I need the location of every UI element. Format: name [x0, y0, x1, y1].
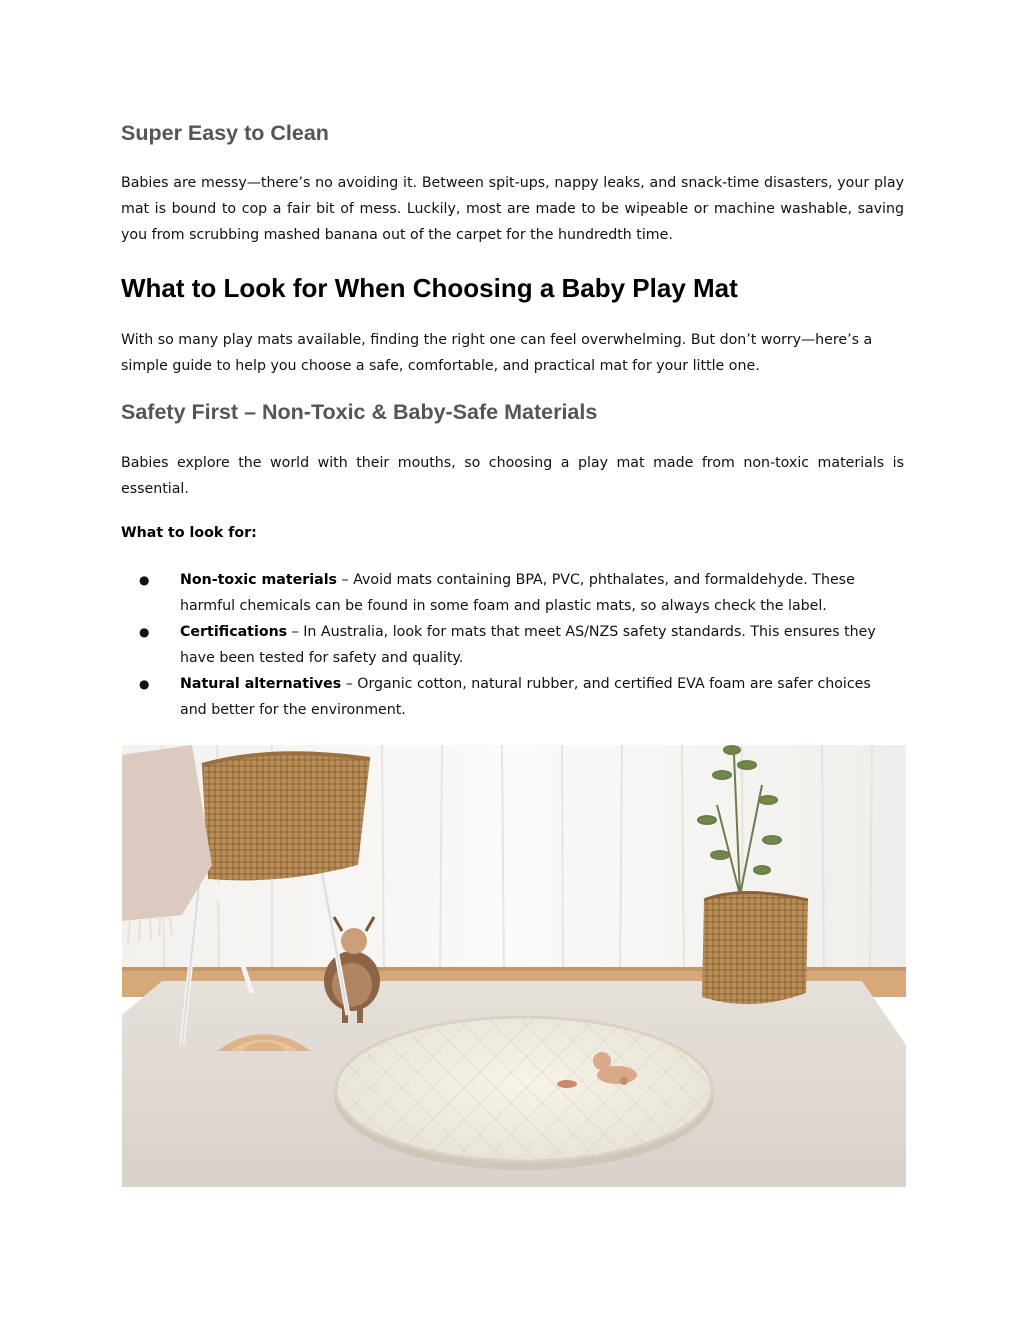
materials-list [121, 567, 904, 723]
heading-what-to-look-for: What to Look for When Choosing a Baby Play Mat [121, 273, 738, 303]
paragraph-easy-clean: Babies are messy—there’s no avoiding it. Between spit-ups, nappy leaks, and snack-time disasters, your play mat is bound to cop a fair bit of mess. Luckily, most are made to be wipeable or machine washable, saving you from scrubbing mashed banana out of the carpet for the hundredth time. [121, 175, 904, 243]
list-label: What to look for: [121, 525, 257, 541]
paragraph-safety: Babies explore the world with their mouths, so choosing a play mat made from non-toxic materials is essential. [121, 455, 904, 497]
list-item [121, 619, 900, 671]
list-item-text: – In Australia, look for mats that meet AS/NZS safety standards. This ensures they have been tested for safety and quality. [180, 624, 876, 666]
heading-safety-first: Safety First – Non-Toxic & Baby-Safe Materials [121, 400, 598, 424]
list-item-term: Non-toxic materials [180, 572, 338, 588]
nursery-photo [122, 745, 906, 1187]
bullet-icon: ● [139, 625, 150, 639]
bullet-icon: ● [139, 573, 150, 587]
list-item-term: Natural alternatives [180, 676, 342, 692]
list-item-text: – Avoid mats containing BPA, PVC, phthalates, and formaldehyde. These harmful chemicals can be found in some foam and plastic mats, so always check the label. [180, 572, 855, 614]
heading-super-easy-to-clean: Super Easy to Clean [121, 121, 329, 145]
paragraph-guide-intro: With so many play mats available, finding the right one can feel overwhelming. But don’t worry—here’s a simple guide to help you choose a safe, comfortable, and practical mat for your little one. [121, 332, 873, 374]
list-item-term: Certifications [180, 624, 288, 640]
list-item-text: – Organic cotton, natural rubber, and certified EVA foam are safer choices and better for the environment. [180, 676, 871, 718]
bullet-icon: ● [139, 677, 150, 691]
list-item [121, 567, 900, 619]
list-item [121, 671, 900, 723]
